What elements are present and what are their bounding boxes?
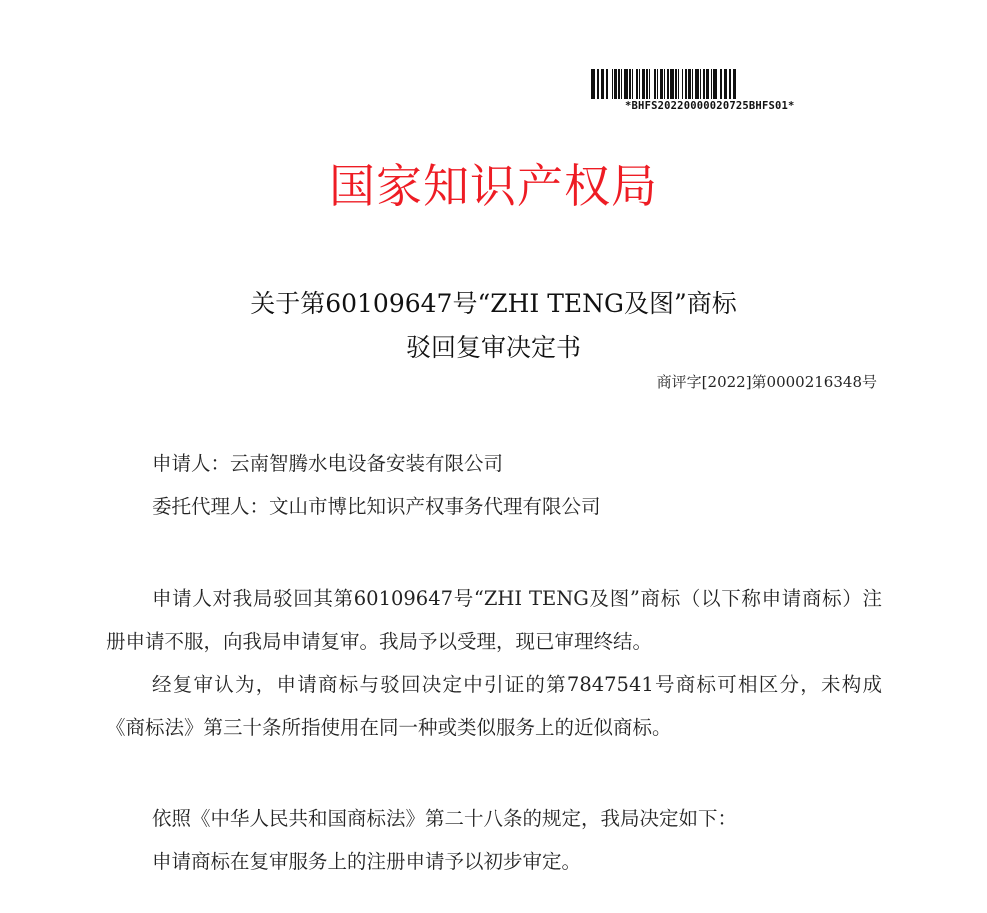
decision-title-line2: 驳回复审决定书 (405, 333, 581, 362)
barcode (585, 67, 855, 119)
barcode-icon (591, 69, 835, 99)
barcode-text: *BHFS20220000020725BHFS01* (625, 100, 795, 112)
agent-line: 委托代理人：文山市博比知识产权事务代理有限公司 (152, 495, 601, 518)
agency-name: 国家知识产权局 (329, 159, 658, 213)
body-paragraph: 经复审认为，申请商标与驳回决定中引证的第7847541号商标可相区分，未构成《商标法》第三十条所指使用在同一种或类似服务上的近似商标。 (106, 673, 882, 739)
applicant-line: 申请人：云南智腾水电设备安装有限公司 (152, 452, 504, 475)
decision-title-line1: 关于第60109647号“ZHI TENG及图”商标 (250, 289, 737, 318)
document-number: 商评字[2022]第0000216348号 (656, 373, 877, 391)
body-paragraph: 申请人对我局驳回其第60109647号“ZHI TENG及图”商标（以下称申请商标）注册申请不服，向我局申请复审。我局予以受理，现已审理终结。 (106, 587, 882, 653)
body-paragraph: 依照《中华人民共和国商标法》第二十八条的规定，我局决定如下： (152, 807, 738, 830)
body-paragraph: 申请商标在复审服务上的注册申请予以初步审定。 (152, 850, 582, 873)
